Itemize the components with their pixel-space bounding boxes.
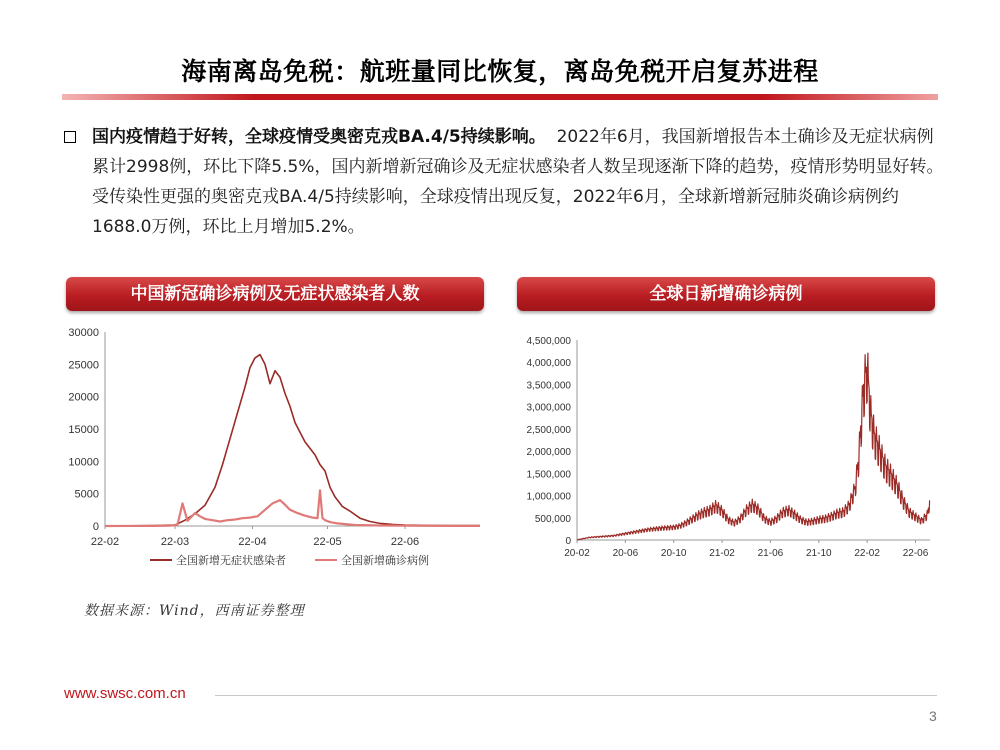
x-tick-label: 22-04 [238,536,267,548]
slide-title: 海南离岛免税：航班量同比恢复，离岛免税开启复苏进程 [181,57,819,86]
y-tick-label: 1,000,000 [526,491,571,503]
y-tick-label: 3,500,000 [526,380,571,392]
global-cases-chart [505,330,945,565]
y-tick-label: 500,000 [534,513,571,525]
x-tick-label: 22-06 [390,536,420,548]
footer-divider [215,695,937,696]
x-tick-label: 22-02 [90,536,120,548]
data-source-note: 数据来源：Wind，西南证券整理 [84,603,305,619]
page-number: 3 [929,708,937,724]
bullet-bold-lead: 国内疫情趋于好转，全球疫情受奥密克戎BA.4/5持续影响。 [92,127,546,147]
y-tick-label: 30000 [68,327,99,339]
y-tick-label: 1,500,000 [526,469,571,481]
y-tick-label: 0 [565,536,571,547]
china-cases-chart [55,320,495,575]
y-tick-label: 2,500,000 [526,424,571,436]
footer-website-link[interactable]: www.swsc.com.cn [64,685,186,702]
series-line-2 [105,490,480,526]
y-tick-label: 4,000,000 [526,358,571,370]
x-tick-label: 22-06 [902,548,929,559]
x-tick-label: 21-06 [757,548,784,559]
x-tick-label: 20-10 [660,548,687,559]
x-tick-label: 20-06 [612,548,639,559]
chart-header-global: 全球日新增确诊病例 [517,277,935,311]
bullet-paragraph [92,122,947,242]
y-tick-label: 15000 [68,424,99,436]
y-tick-label: 0 [92,521,99,533]
y-tick-label: 4,500,000 [526,336,571,347]
y-tick-label: 25000 [68,359,99,372]
x-tick-label: 21-10 [805,548,832,559]
bullet-body-text: 2022年6月，我国新增报告本土确诊及无症状病例累计2998例，环比下降5.5%，国内新增新冠确诊及无症状感染者人数呈现逐渐下降的趋势，疫情形势明显好转。受传染性更强的奥密克戎BA.4/5持续影响，全球疫情出现反复，2022年6月，全球新增新冠肺炎确诊病例约1688.0万例，环比上月增加5.2%。 [92,127,944,237]
legend-label: 全国新增确诊病例 [341,555,429,567]
x-tick-label: 20-02 [564,548,590,559]
y-tick-label: 20000 [68,391,99,404]
legend-label: 全国新增无症状感染者 [176,555,286,567]
x-tick-label: 22-05 [313,536,342,548]
bullet-square-icon [64,131,76,143]
chart-header-china: 中国新冠确诊病例及无症状感染者人数 [66,277,484,311]
y-tick-label: 10000 [68,456,99,469]
x-tick-label: 22-03 [160,536,190,548]
y-tick-label: 5000 [74,488,99,501]
y-tick-label: 2,000,000 [526,447,571,459]
series-line-global [577,353,930,540]
x-tick-label: 22-02 [854,548,880,559]
x-tick-label: 21-02 [709,548,735,559]
series-line-1 [105,355,480,526]
y-tick-label: 3,000,000 [526,402,571,414]
title-underline [62,94,938,100]
